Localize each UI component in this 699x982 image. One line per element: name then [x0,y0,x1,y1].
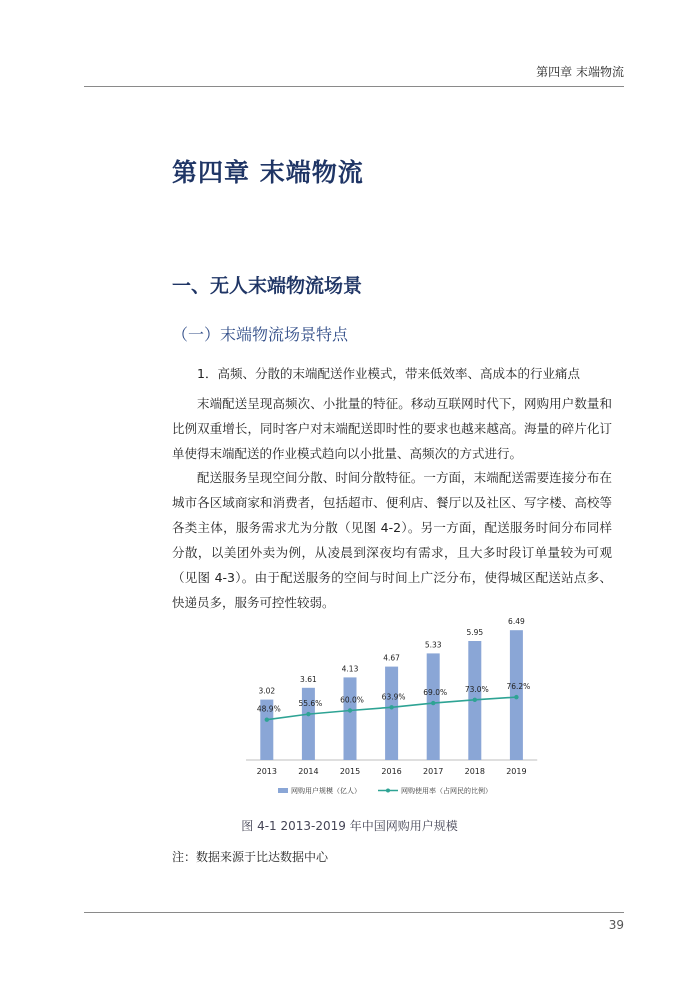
paragraph-1 [172,391,612,466]
bar-2015 [344,677,357,760]
subsection-title: （一）末端物流场景特点 [172,325,349,344]
x-tick-label: 2013 [256,767,277,776]
line-value-label: 63.9% [381,692,406,702]
line-value-label: 55.6% [298,699,323,709]
bar-value-label: 4.13 [341,664,359,674]
bar-value-label: 4.67 [383,653,400,663]
line-value-label: 73.0% [464,684,489,694]
paragraph-1-text: 末端配送呈现高频次、小批量的特征。移动互联网时代下，网购用户数量和比例双重增长，同时客户对末端配送即时性的要求也越来越高。海量的碎片化订单使得末端配送的作业模式趋向以小批量、高频次的方式进行。 [172,396,612,461]
x-tick-label: 2017 [423,767,444,776]
paragraph-2-text: 配送服务呈现空间分散、时间分散特征。一方面，末端配送需要连接分布在城市各区域商家和消费者，包括超市、便利店、餐厅以及社区、写字楼、高校等各类主体，服务需求尤为分散（见图 4-2）。另一方面，配送服务时间分布同样分散，以美团外卖为例，从凌晨到深夜均有需求，且大多时段订单量较为可观（见图 4-3）。由于配送服务的空间与时间上广泛分布，使得城区配送站点多、快递员多，服务可控性较弱。 [172,470,612,610]
line-point-2013 [265,717,269,721]
header-divider [84,86,624,87]
section-title: 一、无人末端物流场景 [172,275,363,297]
line-value-label: 60.0% [340,695,364,705]
source-note: 注：数据来源于比达数据中心 [172,850,329,864]
legend-bar-label: 网购用户规模（亿人） [291,787,361,795]
bar-value-label: 5.95 [466,628,484,637]
footer-divider [84,912,624,913]
bar-value-label: 5.33 [424,640,442,650]
user-scale-chart [240,618,540,803]
item-heading [172,361,612,386]
line-point-2017 [431,701,435,705]
line-point-2018 [473,698,477,702]
legend-line-marker [386,789,390,793]
bar-2017 [427,653,440,760]
line-value-label: 69.0% [423,688,448,698]
x-tick-label: 2014 [298,767,319,776]
line-point-2015 [348,708,352,712]
bar-value-label: 3.02 [258,686,276,696]
line-point-2019 [514,695,518,699]
x-tick-label: 2016 [381,767,402,776]
x-tick-label: 2019 [506,767,527,776]
x-tick-label: 2015 [339,767,361,776]
legend-bar-swatch [278,788,288,793]
paragraph-2 [172,465,612,615]
chapter-title: 第四章 末端物流 [172,158,364,187]
bar-value-label: 3.61 [300,674,317,684]
line-point-2016 [389,705,393,709]
bar-value-label: 6.49 [508,618,525,627]
bar-2016 [385,667,398,760]
line-point-2014 [306,712,310,716]
page-number: 39 [608,918,624,932]
legend-line-label: 网购使用率（占网民的比例） [401,787,492,795]
figure-caption: 图 4-1 2013-2019 年中国网购用户规模 [241,819,458,833]
item-heading-text: 1．高频、分散的末端配送作业模式，带来低效率、高成本的行业痛点 [197,366,580,381]
line-value-label: 76.2% [506,682,531,692]
x-tick-label: 2018 [464,767,485,776]
line-value-label: 48.9% [256,704,281,714]
running-header: 第四章 末端物流 [536,65,624,79]
